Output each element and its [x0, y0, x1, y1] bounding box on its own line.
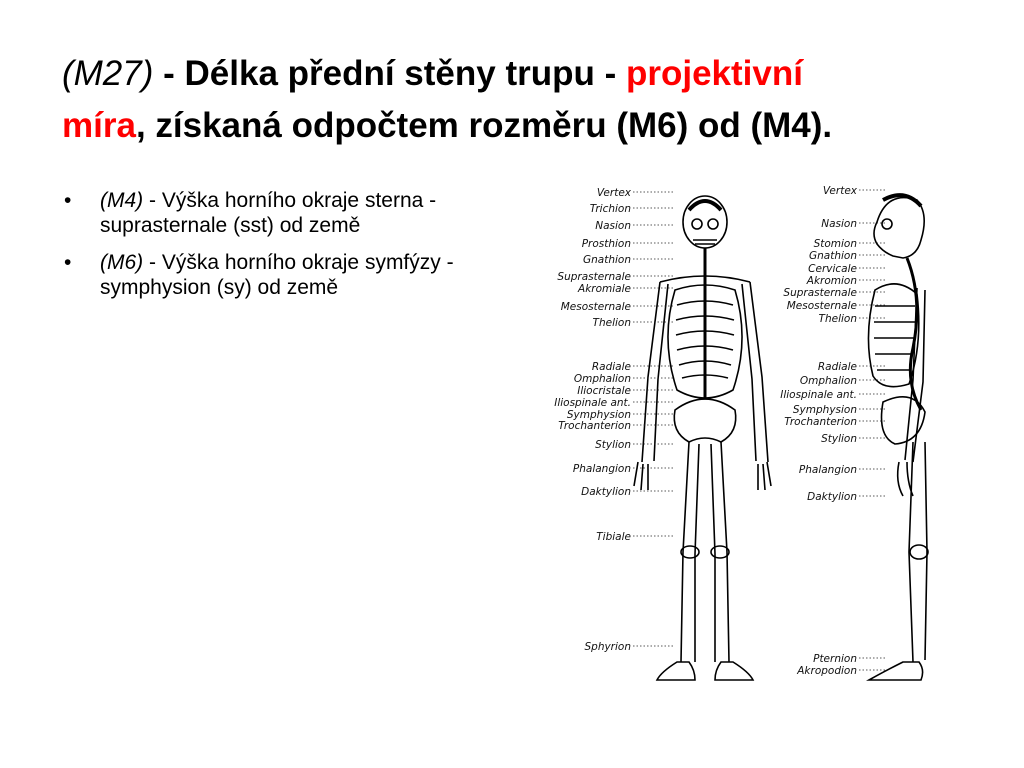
side-point-label: Stylion — [821, 433, 857, 445]
title-code: (M27) — [62, 54, 154, 93]
front-point-label: Mesosternale — [560, 301, 631, 313]
side-point-label: Daktylion — [807, 491, 857, 503]
side-point-label: Mesosternale — [786, 300, 857, 312]
front-point-label: Trichion — [589, 203, 631, 215]
front-labels — [554, 187, 675, 653]
front-point-label: Daktylion — [581, 486, 631, 498]
front-point-label: Iliocristale — [577, 385, 631, 397]
bullet-code: (M6) — [100, 251, 144, 274]
side-point-label: Vertex — [822, 185, 857, 197]
skeleton-figure — [535, 180, 975, 685]
title-highlight-2: míra — [62, 106, 136, 145]
side-point-label: Phalangion — [798, 464, 857, 476]
front-point-label: Radiale — [591, 361, 631, 373]
side-labels — [780, 185, 887, 677]
side-point-label: Akromion — [806, 275, 857, 287]
side-point-label: Suprasternale — [783, 287, 857, 299]
front-point-label: Gnathion — [583, 254, 631, 266]
title-highlight-1: projektivní — [625, 54, 803, 93]
side-point-label: Trochanterion — [784, 416, 857, 428]
bullet-marker: • — [64, 251, 72, 274]
title-part2: , získaná odpočtem rozměru (M6) od (M4). — [135, 106, 833, 145]
title-part1: - Délka přední stěny trupu - — [153, 54, 626, 93]
side-point-label: Gnathion — [809, 250, 857, 262]
front-point-label: Iliospinale ant. — [554, 397, 631, 409]
side-point-label: Nasion — [821, 218, 857, 230]
skeleton-illustration — [535, 180, 975, 685]
side-point-label: Radiale — [817, 361, 857, 373]
side-point-label: Omphalion — [799, 375, 857, 387]
bullet-marker: • — [64, 189, 72, 212]
front-point-label: Omphalion — [573, 373, 631, 385]
front-point-label: Nasion — [595, 220, 631, 232]
bullet-code: (M4) — [100, 189, 144, 212]
front-point-label: Sphyrion — [584, 641, 631, 653]
side-point-label: Thelion — [818, 313, 857, 325]
side-point-label: Stomion — [813, 238, 857, 250]
side-point-label: Cervicale — [808, 263, 857, 275]
side-point-label: Symphysion — [792, 404, 857, 416]
front-point-label: Stylion — [595, 439, 631, 451]
front-point-label: Akromiale — [578, 283, 631, 295]
front-point-label: Trochanterion — [558, 420, 631, 432]
bullet-item — [62, 250, 492, 300]
front-point-label: Thelion — [592, 317, 631, 329]
front-point-label: Vertex — [596, 187, 631, 199]
front-point-label: Phalangion — [572, 463, 631, 475]
side-point-label: Iliospinale ant. — [780, 389, 857, 401]
front-skeleton — [634, 196, 771, 680]
front-point-label: Suprasternale — [557, 271, 631, 283]
side-point-label: Akropodion — [797, 665, 857, 677]
bullet-item — [62, 188, 492, 238]
front-point-label: Prosthion — [581, 238, 631, 250]
bullet-text: - Výška horního okraje sterna - suprasternale (sst) od země — [100, 189, 437, 237]
side-point-label: Pternion — [813, 653, 857, 665]
slide-title — [62, 48, 992, 152]
bullet-list — [62, 188, 492, 312]
front-point-label: Symphysion — [566, 409, 631, 421]
front-point-label: Tibiale — [596, 531, 631, 543]
bullet-text: - Výška horního okraje symfýzy - symphysion (sy) od země — [100, 251, 454, 299]
